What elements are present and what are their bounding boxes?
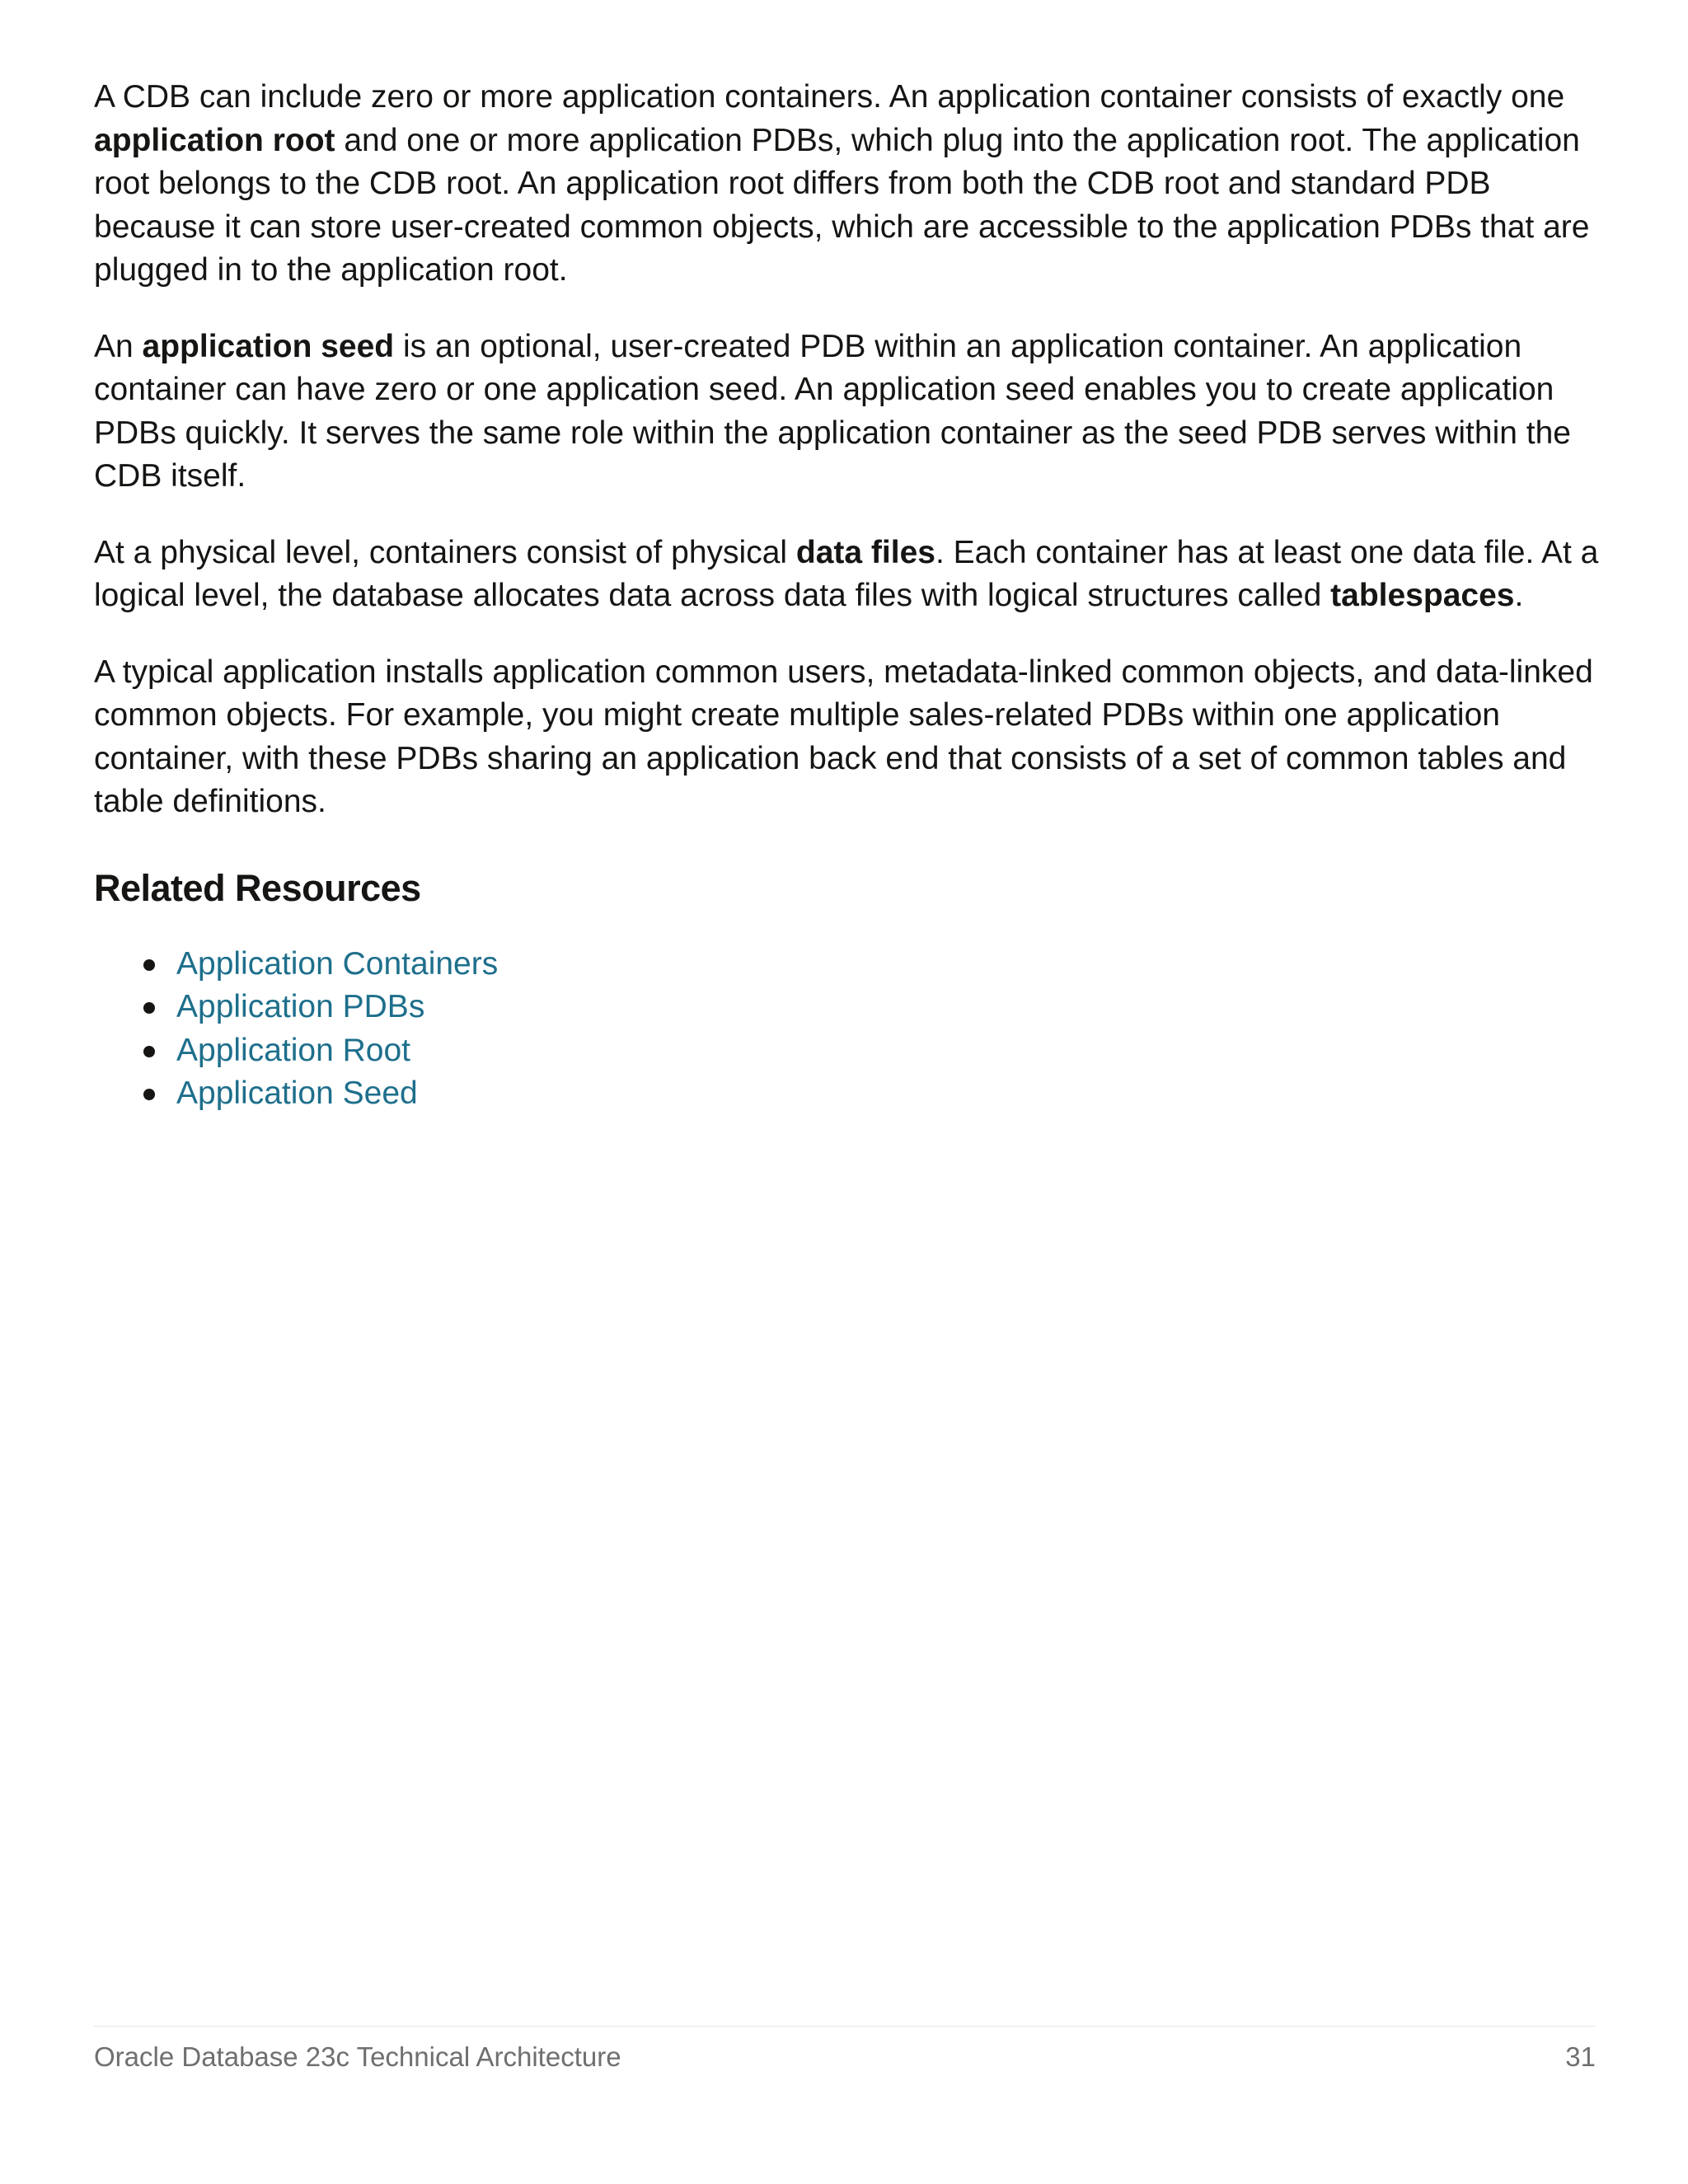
paragraph-text: . <box>1514 578 1524 613</box>
term-tablespaces: tablespaces <box>1330 578 1515 613</box>
paragraph-text: A CDB can include zero or more application containers. An application container consists of exactly one <box>94 79 1565 115</box>
related-resources-heading: Related Resources <box>94 866 421 909</box>
list-item <box>94 1029 1602 1073</box>
paragraph-text: An <box>94 328 143 364</box>
link-application-root[interactable]: Application Root <box>176 1032 411 1068</box>
paragraph-text: At a physical level, containers consist of physical <box>94 534 796 570</box>
paragraph-application-seed <box>94 326 1602 499</box>
link-application-seed[interactable]: Application Seed <box>176 1076 418 1111</box>
paragraph-text: and one or more application PDBs, which plug into the application root. The application root belongs to the CDB root. An application root differs from both the CDB root and standard PDB because it can store user-created common objects, which are accessible to the application PDBs that are plugged in to the application root. <box>94 122 1590 288</box>
paragraph-text: . Each container has at least one data file. At a logical level, the database allocates data across data files with logical structures called <box>94 534 1599 613</box>
bullet-icon <box>143 959 155 971</box>
bullet-icon <box>143 1002 155 1014</box>
list-item <box>94 986 1602 1029</box>
paragraph-text: is an optional, user-created PDB within an application container. An application container can have zero or one application seed. An application seed enables you to create application PDBs quickly. It serves the same role within the application container as the seed PDB serves within the CDB itself. <box>94 328 1571 494</box>
link-application-pdbs[interactable]: Application PDBs <box>176 989 425 1024</box>
term-data-files: data files <box>795 534 935 570</box>
paragraph-data-files <box>94 532 1602 618</box>
footer-divider <box>94 2026 1596 2027</box>
link-application-containers[interactable]: Application Containers <box>176 945 499 982</box>
term-application-root: application root <box>94 122 335 158</box>
related-resources-list <box>94 943 1602 1116</box>
bullet-icon <box>143 1046 155 1057</box>
paragraph-text: A typical application installs application common users, metadata-linked common objects, and data-linked common objects. For example, you might create multiple sales-related PDBs within one application container, with these PDBs sharing an application back end that consists of a set of common tables and table definitions. <box>94 654 1593 819</box>
bullet-icon <box>143 1089 155 1100</box>
footer-page-number: 31 <box>1565 2041 1596 2072</box>
main-content <box>94 76 1602 1116</box>
term-application-seed: application seed <box>142 328 395 364</box>
footer-document-title: Oracle Database 23c Technical Architecture <box>94 2041 621 2072</box>
list-item <box>94 943 1602 987</box>
paragraph-typical-application <box>94 651 1602 824</box>
paragraph-application-root <box>94 76 1602 293</box>
list-item <box>94 1072 1602 1116</box>
